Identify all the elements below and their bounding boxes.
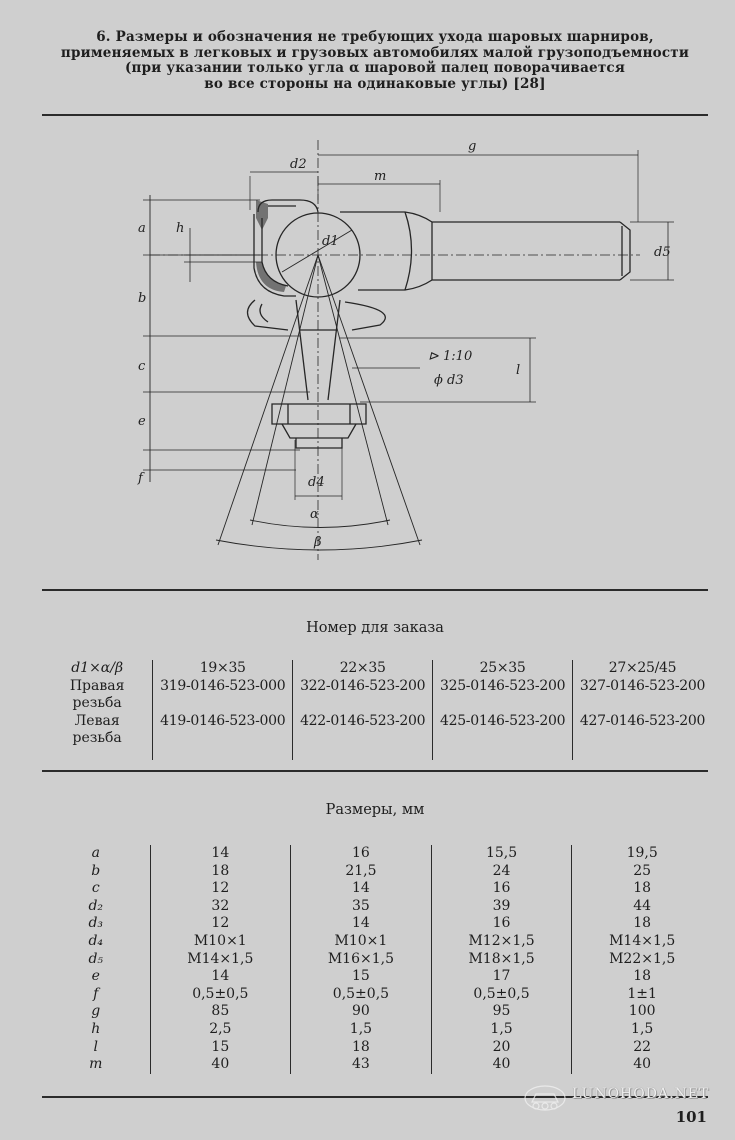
- dims-cell: 15,5: [431, 845, 572, 863]
- label-c: c: [138, 359, 146, 374]
- page-number: 101: [675, 1108, 707, 1126]
- order-cell: 427-0146-523-200: [573, 713, 712, 761]
- label-alpha: α: [310, 507, 319, 522]
- order-heading: Номер для заказа: [306, 620, 444, 636]
- title-line-4: во все стороны на одинаковые углы) [28]: [204, 75, 546, 92]
- dims-cell: 15: [291, 968, 432, 986]
- order-header-row: [42, 660, 712, 678]
- dims-cell: 24: [431, 863, 572, 881]
- dims-row: [42, 880, 712, 898]
- order-row-left-thread: [42, 713, 712, 761]
- dims-cell: 14: [150, 968, 291, 986]
- top-rule: [42, 114, 708, 116]
- label-d1: d1: [322, 234, 339, 249]
- row-label-line2: резьба: [72, 730, 122, 746]
- ball-joint-drawing: [130, 130, 690, 570]
- order-cell: 327-0146-523-200: [573, 678, 712, 713]
- dims-row: [42, 898, 712, 916]
- dims-row-label: d₄: [88, 932, 104, 949]
- dims-row-label: b: [91, 862, 101, 879]
- dims-cell: 19,5: [572, 845, 712, 863]
- dims-cell: 25: [572, 863, 712, 881]
- label-d4: d4: [308, 475, 325, 490]
- dims-cell: 100: [572, 1003, 712, 1021]
- dims-cell: 18: [572, 968, 712, 986]
- order-col-3: 25×35: [433, 660, 573, 678]
- title-line-1: 6. Размеры и обозначения не требующих ухода шаровых шарниров,: [96, 29, 654, 45]
- label-m: m: [374, 169, 387, 184]
- dims-cell: 12: [150, 880, 291, 898]
- dims-cell: 40: [150, 1056, 291, 1074]
- dims-cell: 1,5: [572, 1021, 712, 1039]
- dims-cell: 21,5: [291, 863, 432, 881]
- dims-cell: 16: [291, 845, 432, 863]
- dims-cell: 44: [572, 898, 712, 916]
- row-label-line1: Правая: [69, 677, 125, 694]
- order-cell: 325-0146-523-200: [433, 678, 573, 713]
- dims-cell: 0,5±0,5: [431, 986, 572, 1004]
- label-g: g: [468, 139, 477, 154]
- dims-cell: 16: [431, 915, 572, 933]
- dims-cell: M14×1,5: [572, 933, 712, 951]
- dims-row-label: g: [91, 1003, 101, 1020]
- dims-cell: 39: [431, 898, 572, 916]
- dims-cell: M18×1,5: [431, 951, 572, 969]
- dims-row: [42, 986, 712, 1004]
- order-cell: 419-0146-523-000: [153, 713, 293, 761]
- order-col-2: 22×35: [293, 660, 433, 678]
- label-h: h: [176, 221, 185, 236]
- label-a: a: [138, 221, 146, 236]
- dims-cell: M12×1,5: [431, 933, 572, 951]
- dims-cell: M10×1: [150, 933, 291, 951]
- label-e: e: [138, 414, 146, 429]
- dims-row-label: d₃: [88, 915, 104, 932]
- dims-cell: 14: [291, 915, 432, 933]
- dims-row: [42, 1039, 712, 1057]
- dims-cell: 18: [150, 863, 291, 881]
- label-d3: ϕ d3: [434, 373, 464, 388]
- dims-cell: M16×1,5: [291, 951, 432, 969]
- order-col-4: 27×25/45: [573, 660, 712, 678]
- dims-cell: 18: [572, 880, 712, 898]
- dims-row: [42, 933, 712, 951]
- dims-row-label: a: [91, 845, 100, 861]
- dims-row-label: c: [91, 880, 100, 897]
- dims-row: [42, 915, 712, 933]
- label-l: l: [516, 363, 521, 378]
- dims-cell: M14×1,5: [150, 951, 291, 969]
- dims-row: [42, 1003, 712, 1021]
- dims-cell: 85: [150, 1003, 291, 1021]
- order-col-1: 19×35: [153, 660, 293, 678]
- dims-cell: 12: [150, 915, 291, 933]
- dims-cell: 22: [572, 1039, 712, 1057]
- label-taper: ⊳ 1:10: [428, 349, 473, 364]
- dims-cell: M22×1,5: [572, 951, 712, 969]
- title-line-2: применяемых в легковых и грузовых автомобилях малой грузоподъемности: [60, 44, 690, 61]
- label-beta: β: [314, 535, 322, 550]
- dims-row: [42, 1056, 712, 1074]
- dims-cell: 14: [150, 845, 291, 863]
- dims-cell: 40: [572, 1056, 712, 1074]
- dims-cell: 95: [431, 1003, 572, 1021]
- label-d2: d2: [290, 157, 307, 172]
- order-bottom-rule: [42, 770, 708, 772]
- order-row-right-thread: [42, 678, 712, 713]
- dims-row: [42, 863, 712, 881]
- dims-cell: 14: [291, 880, 432, 898]
- label-d5: d5: [654, 245, 671, 260]
- dims-cell: 17: [431, 968, 572, 986]
- dims-row: [42, 1021, 712, 1039]
- dims-cell: 1,5: [291, 1021, 432, 1039]
- order-header-label: d1×α/β: [71, 660, 124, 676]
- dims-cell: 16: [431, 880, 572, 898]
- dims-cell: 2,5: [150, 1021, 291, 1039]
- dims-row-label: d₂: [88, 897, 104, 914]
- order-cell: 422-0146-523-200: [293, 713, 433, 761]
- order-cell: 425-0146-523-200: [433, 713, 573, 761]
- dims-cell: 20: [431, 1039, 572, 1057]
- label-b: b: [138, 291, 147, 306]
- order-cell: 319-0146-523-000: [153, 678, 293, 713]
- dims-cell: M10×1: [291, 933, 432, 951]
- dims-cell: 15: [150, 1039, 291, 1057]
- dims-row-label: d₅: [88, 950, 104, 967]
- label-f: f: [138, 471, 143, 486]
- dims-cell: 40: [431, 1056, 572, 1074]
- dims-cell: 0,5±0,5: [150, 986, 291, 1004]
- dims-table: [42, 845, 712, 1074]
- dims-row-label: f: [93, 985, 99, 1002]
- dims-cell: 35: [291, 898, 432, 916]
- dims-row: [42, 968, 712, 986]
- order-table: [42, 660, 712, 760]
- dims-heading: Размеры, мм: [325, 802, 425, 818]
- row-label-line1: Левая: [74, 712, 120, 729]
- dims-row: [42, 845, 712, 863]
- dims-cell: 1±1: [572, 986, 712, 1004]
- dims-cell: 18: [291, 1039, 432, 1057]
- dims-cell: 1,5: [431, 1021, 572, 1039]
- title-line-3: (при указании только угла α шаровой палец поворачивается: [124, 60, 626, 76]
- dims-cell: 18: [572, 915, 712, 933]
- drawing-bottom-rule: [42, 589, 708, 591]
- dims-row-label: h: [91, 1020, 101, 1037]
- table-title: [40, 30, 710, 92]
- rover-icon: [520, 1080, 570, 1116]
- dims-cell: 0,5±0,5: [291, 986, 432, 1004]
- dims-row-label: e: [91, 968, 100, 985]
- dims-row-label: m: [89, 1056, 103, 1073]
- dims-row: [42, 951, 712, 969]
- dims-cell: 90: [291, 1003, 432, 1021]
- order-cell: 322-0146-523-200: [293, 678, 433, 713]
- row-label-line2: резьба: [72, 695, 122, 711]
- watermark-text: LUNOHODA.NET: [572, 1086, 710, 1102]
- dims-cell: 32: [150, 898, 291, 916]
- dims-cell: 43: [291, 1056, 432, 1074]
- dims-row-label: l: [93, 1038, 98, 1055]
